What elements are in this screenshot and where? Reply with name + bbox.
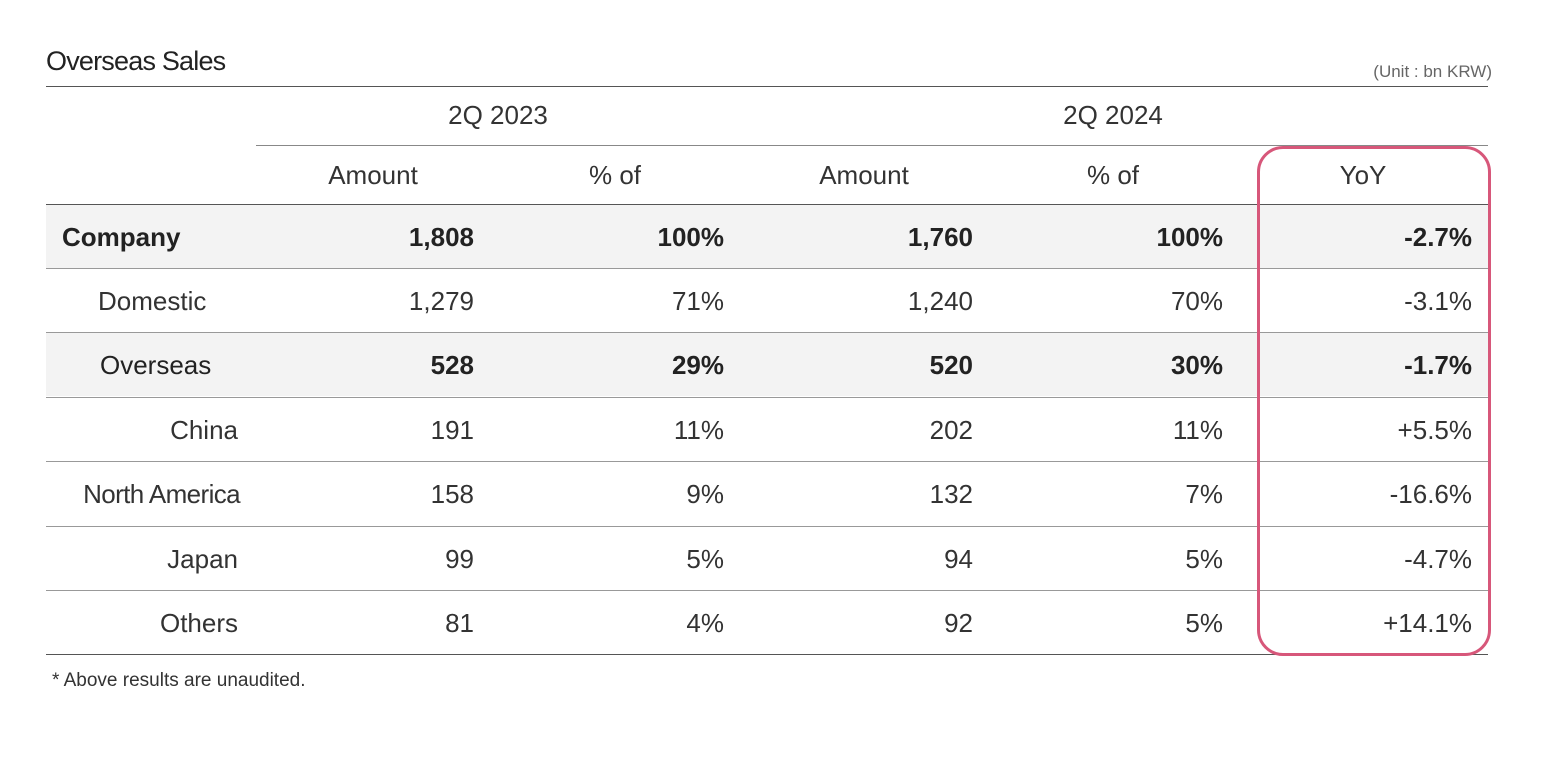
amount-2023: 81 <box>445 608 474 638</box>
percent-2024: 100% <box>1156 222 1223 252</box>
amount-2024: 92 <box>944 608 973 638</box>
amount-2023: 191 <box>430 415 474 445</box>
table-row-north-america <box>46 461 1488 525</box>
row-label: North America <box>83 479 240 509</box>
subheader-percent-2023: % of <box>588 160 642 190</box>
table-top-rule <box>46 86 1488 87</box>
amount-2024: 132 <box>929 479 973 509</box>
amount-2023: 1,808 <box>408 222 474 252</box>
table-bottom-rule <box>46 654 1488 655</box>
amount-2024: 1,760 <box>907 222 973 252</box>
table-row-china <box>46 397 1488 461</box>
subheader-amount-2023: Amount <box>328 160 418 190</box>
row-label: Others <box>159 608 238 638</box>
table-title: Overseas Sales <box>46 46 226 76</box>
yoy-value: +14.1% <box>1383 608 1472 638</box>
amount-2024: 94 <box>944 544 973 574</box>
percent-2023: 29% <box>671 350 724 380</box>
yoy-value: -16.6% <box>1389 479 1472 509</box>
period-header-2024: 2Q 2024 <box>1063 100 1163 130</box>
percent-2024: 30% <box>1170 350 1223 380</box>
unit-note: (Unit : bn KRW) <box>1373 62 1492 81</box>
amount-2024: 202 <box>929 415 973 445</box>
row-label: Japan <box>167 544 238 574</box>
footnote: * Above results are unaudited. <box>52 670 306 691</box>
amount-2023: 158 <box>430 479 474 509</box>
percent-2024: 5% <box>1185 544 1223 574</box>
percent-2023: 4% <box>686 608 724 638</box>
amount-2023: 528 <box>430 350 474 380</box>
row-label: Domestic <box>98 286 207 316</box>
row-label: China <box>170 415 238 445</box>
percent-2024: 70% <box>1170 286 1223 316</box>
amount-2023: 1,279 <box>408 286 474 316</box>
yoy-value: +5.5% <box>1397 415 1472 445</box>
row-label: Company <box>62 222 181 252</box>
yoy-value: -4.7% <box>1404 544 1472 574</box>
table-row-overseas <box>46 332 1488 396</box>
amount-2024: 520 <box>929 350 973 380</box>
percent-2023: 11% <box>673 415 724 445</box>
percent-2023: 5% <box>686 544 724 574</box>
amount-2023: 99 <box>445 544 474 574</box>
table-row-others <box>46 590 1488 654</box>
table-row-japan <box>46 526 1488 590</box>
percent-2024: 7% <box>1185 479 1223 509</box>
percent-2024: 11% <box>1172 415 1223 445</box>
yoy-value: -1.7% <box>1404 350 1472 380</box>
percent-2023: 9% <box>686 479 724 509</box>
percent-2023: 71% <box>671 286 724 316</box>
row-label: Overseas <box>100 350 212 380</box>
yoy-value: -2.7% <box>1404 222 1472 252</box>
subheader-amount-2024: Amount <box>819 160 909 190</box>
subheader-percent-2024: % of <box>1086 160 1140 190</box>
table-row-domestic <box>46 268 1488 332</box>
period-header-2023: 2Q 2023 <box>448 100 548 130</box>
subheader-yoy: YoY <box>1339 160 1387 190</box>
percent-2023: 100% <box>657 222 724 252</box>
amount-2024: 1,240 <box>907 286 973 316</box>
yoy-value: -3.1% <box>1404 286 1472 316</box>
table-row-company <box>46 204 1488 268</box>
percent-2024: 5% <box>1185 608 1223 638</box>
period-header-rule <box>256 145 1488 146</box>
